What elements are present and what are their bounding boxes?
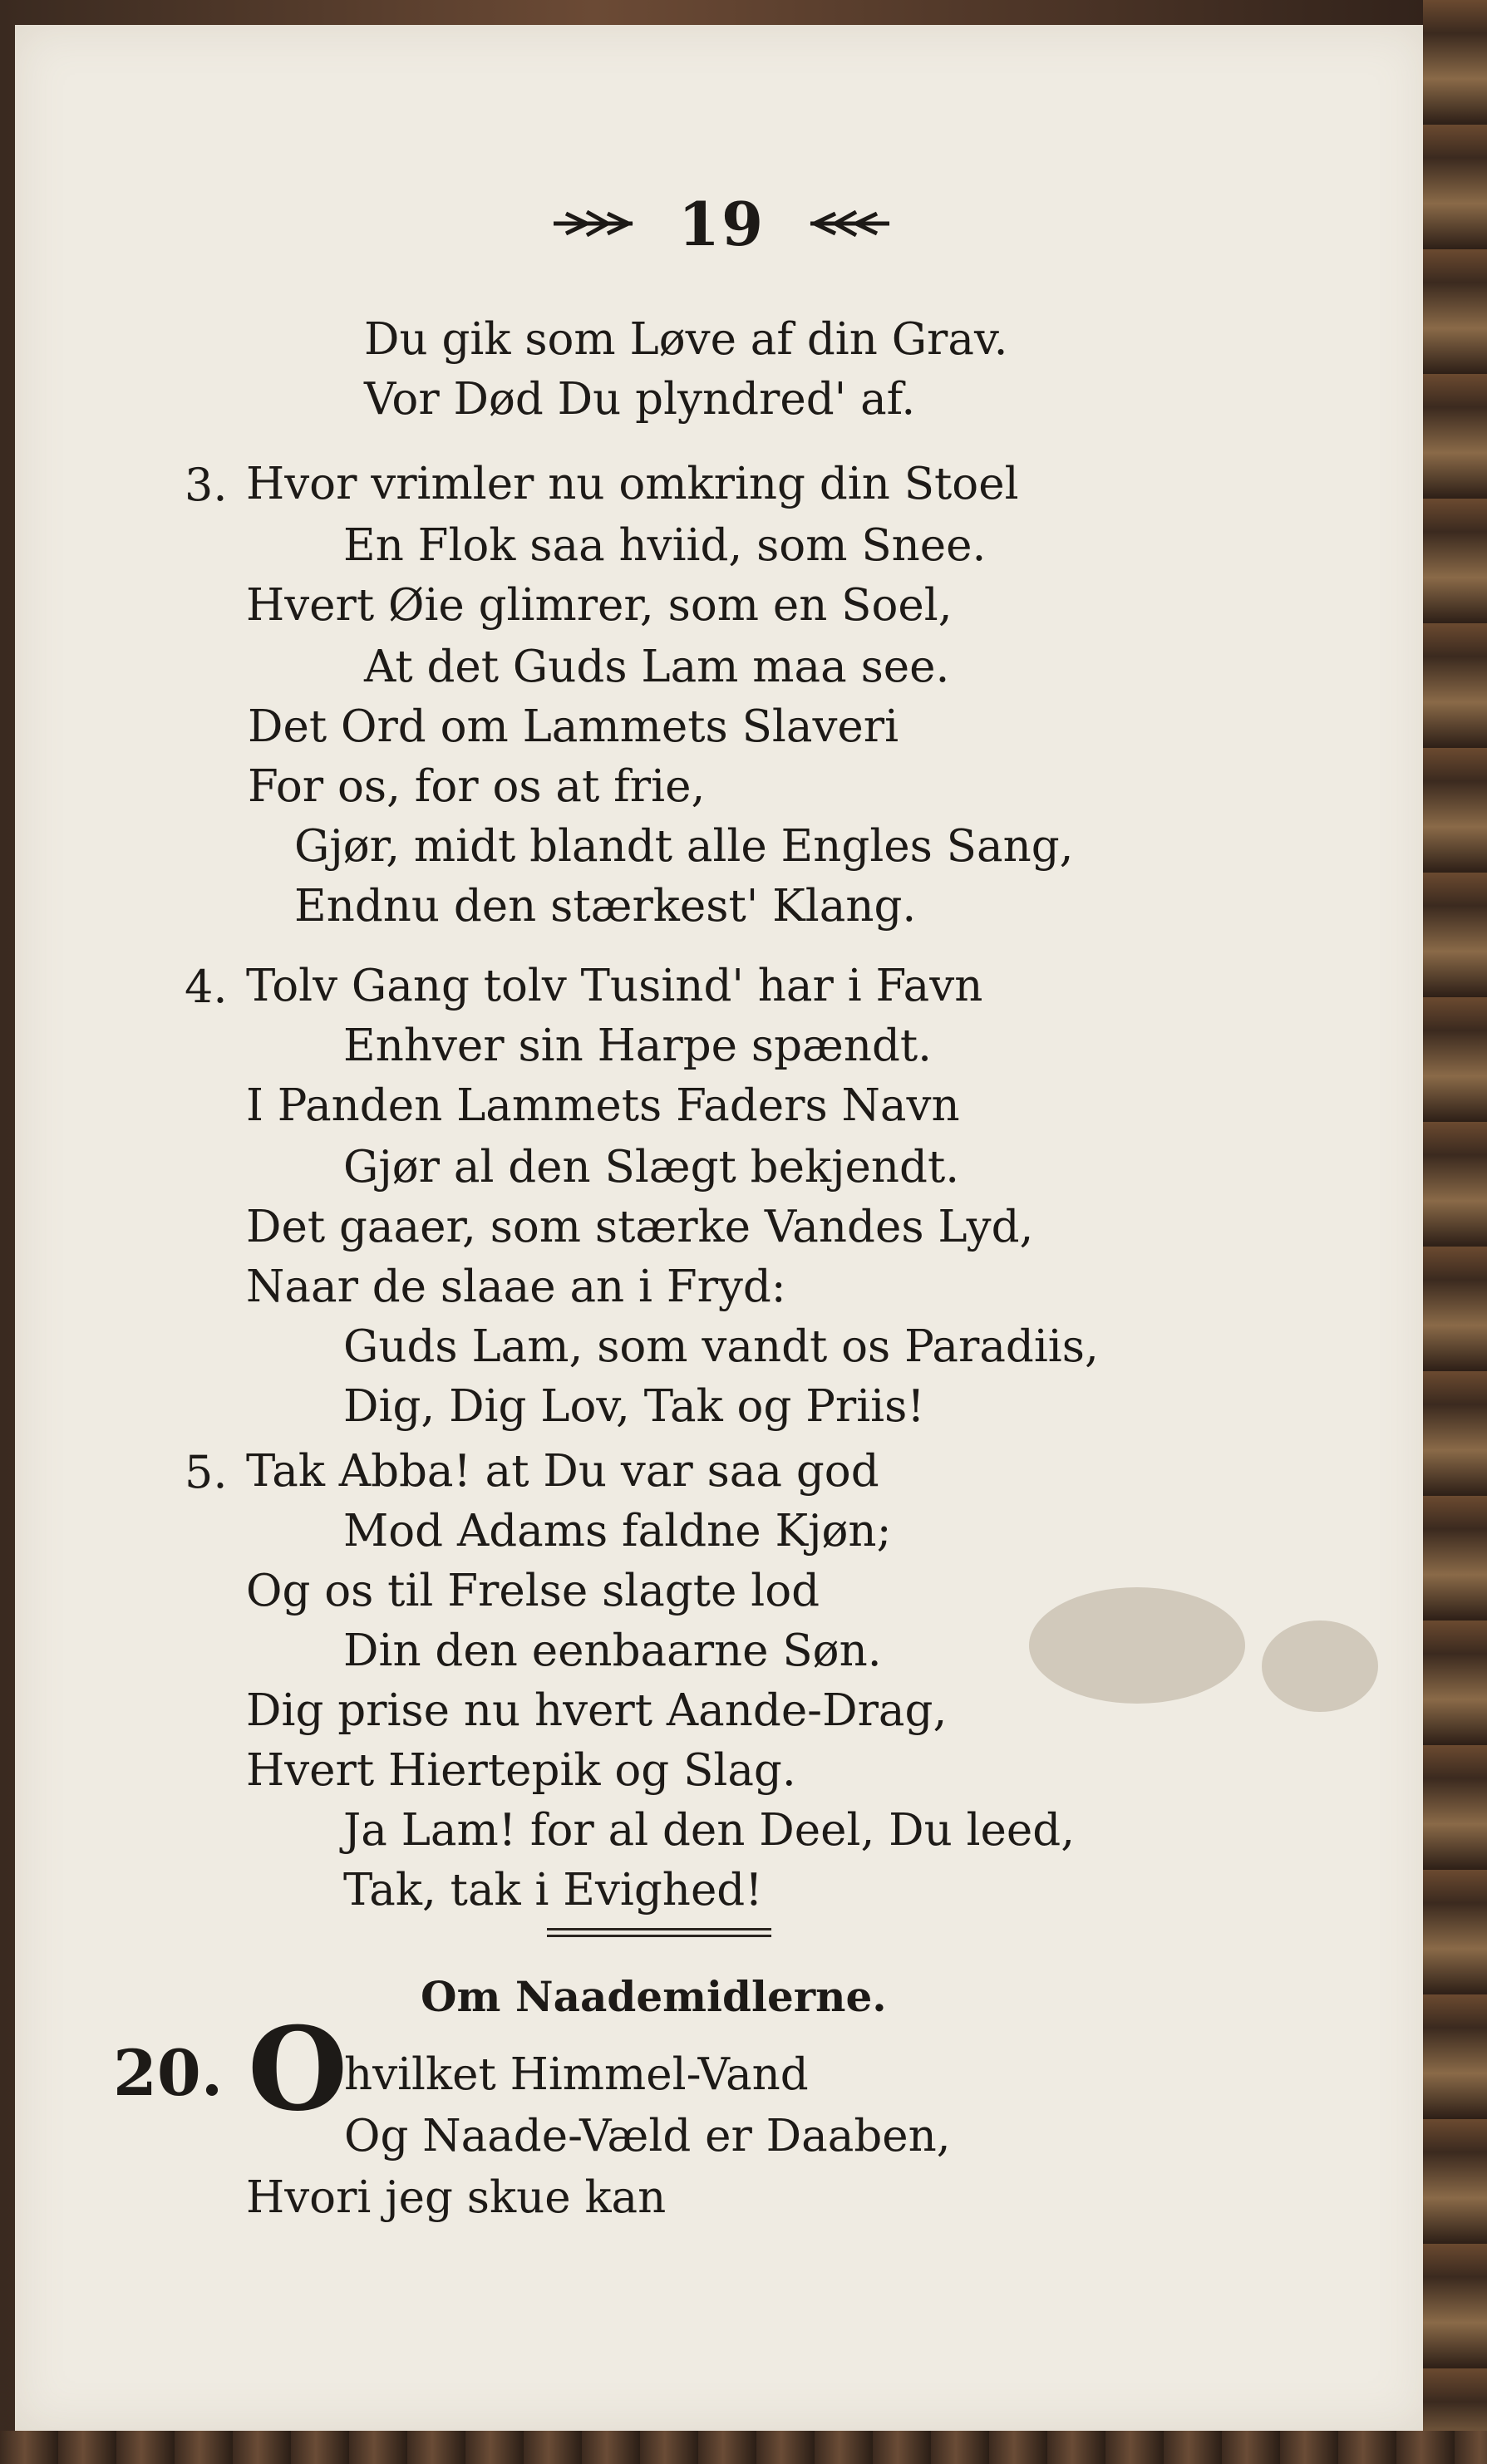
- verse-line: Og os til Frelse slagte lod: [246, 1566, 820, 1616]
- verse-line: Du gik som Løve af din Grav.: [364, 314, 1008, 365]
- drop-cap: O: [248, 2001, 348, 2137]
- verse-line: Vor Død Du plyndred' af.: [364, 374, 916, 425]
- verse-line: Hvor vrimler nu omkring din Stoel: [246, 459, 1019, 509]
- section-heading: Om Naademidlerne.: [421, 1972, 887, 2021]
- verse-line: I Panden Lammets Faders Navn: [246, 1080, 960, 1131]
- verse-line: Tak Abba! at Du var saa god: [246, 1446, 879, 1497]
- book-page: [15, 25, 1428, 2431]
- bleed-through-stain: [1029, 1587, 1245, 1704]
- bleed-through-stain: [1262, 1621, 1378, 1712]
- verse-line: Naar de slaae an i Fryd:: [246, 1262, 786, 1312]
- verse-line: Hvert Hiertepik og Slag.: [246, 1745, 796, 1796]
- verse-line: Guds Lam, som vandt os Paradiis,: [343, 1321, 1099, 1372]
- verse-line: At det Guds Lam maa see.: [364, 642, 950, 692]
- verse-line: Tolv Gang tolv Tusind' har i Favn: [246, 961, 983, 1011]
- page-header: [15, 183, 1428, 259]
- verse-line: Gjør, midt blandt alle Engles Sang,: [294, 821, 1074, 872]
- verse-line: Endnu den stærkest' Klang.: [294, 881, 917, 932]
- section-divider: [547, 1928, 771, 1941]
- hymn-number: 20.: [113, 2036, 224, 2110]
- verse-line: Tak, tak i Evighed!: [343, 1865, 763, 1916]
- stanza-number: 4.: [185, 961, 228, 1013]
- book-bottom-edge: [0, 2431, 1487, 2464]
- verse-line: Gjør al den Slægt bekjendt.: [343, 1142, 960, 1193]
- verse-line: hvilket Himmel-Vand: [344, 2049, 809, 2100]
- verse-line: Dig, Dig Lov, Tak og Priis!: [343, 1381, 925, 1432]
- verse-line: En Flok saa hviid, som Snee.: [343, 520, 987, 571]
- page-number: 19: [677, 188, 766, 259]
- right-ornament-icon: [802, 207, 894, 240]
- stanza-number: 5.: [185, 1446, 228, 1498]
- stanza-number: 3.: [185, 459, 228, 511]
- verse-line: Enhver sin Harpe spændt.: [343, 1021, 933, 1071]
- verse-line: Mod Adams faldne Kjøn;: [343, 1506, 892, 1557]
- verse-line: Hvert Øie glimrer, som en Soel,: [246, 580, 953, 631]
- left-ornament-icon: [549, 207, 641, 240]
- verse-line: Hvori jeg skue kan: [246, 2172, 667, 2223]
- verse-line: Det gaaer, som stærke Vandes Lyd,: [246, 1202, 1034, 1252]
- verse-line: For os, for os at frie,: [248, 761, 706, 812]
- verse-line: Det Ord om Lammets Slaveri: [248, 701, 899, 752]
- book-cover-edge: [1423, 0, 1487, 2464]
- verse-line: Dig prise nu hvert Aande-Drag,: [246, 1685, 948, 1736]
- verse-line: Din den eenbaarne Søn.: [343, 1625, 882, 1676]
- verse-line: Ja Lam! for al den Deel, Du leed,: [343, 1805, 1076, 1856]
- verse-line: Og Naade-Væld er Daaben,: [344, 2111, 951, 2162]
